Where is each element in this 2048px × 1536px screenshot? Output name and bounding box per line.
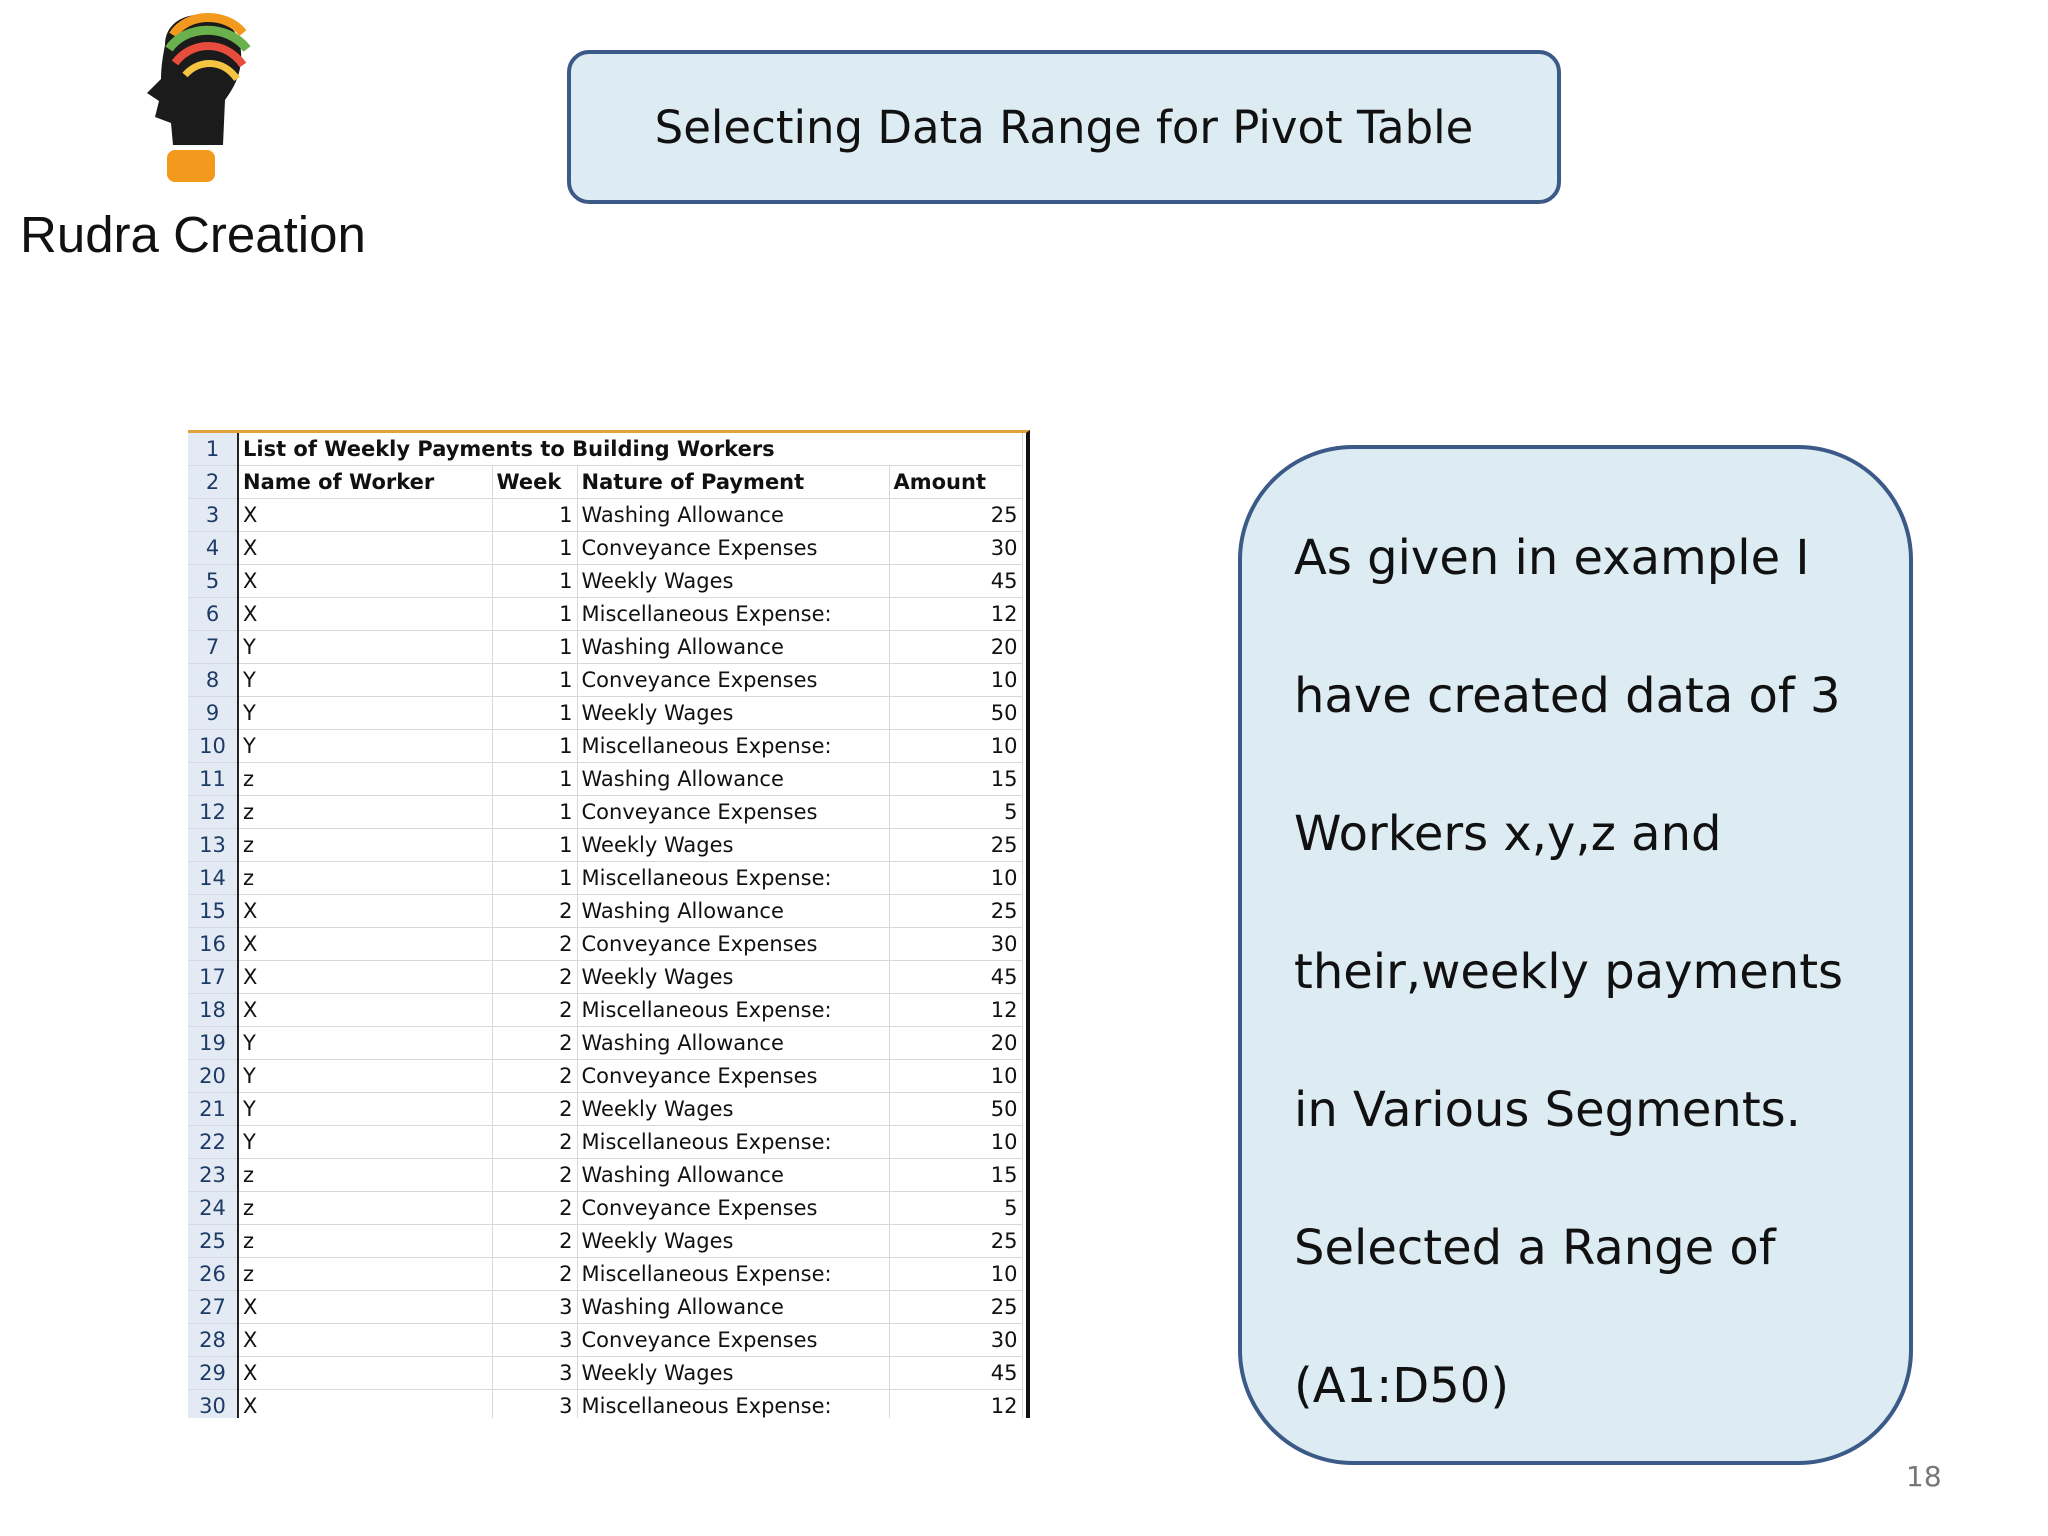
payment-type-cell: Conveyance Expenses [577,664,889,697]
week-cell: 2 [492,1027,577,1060]
worker-cell: X [238,895,492,928]
worker-cell: Y [238,664,492,697]
worker-cell: z [238,1192,492,1225]
amount-cell: 15 [889,763,1022,796]
slide-title [567,50,1561,204]
row-number: 10 [188,730,238,763]
row-number: 5 [188,565,238,598]
brand-name: Rudra Creation [20,206,366,263]
payment-type-cell: Weekly Wages [577,697,889,730]
table-row [188,1060,1022,1093]
worker-cell: z [238,1225,492,1258]
week-cell: 1 [492,631,577,664]
payment-type-cell: Washing Allowance [577,895,889,928]
week-cell: 1 [492,697,577,730]
table-row [188,1390,1022,1419]
row-number: 27 [188,1291,238,1324]
payment-type-cell: Conveyance Expenses [577,532,889,565]
row-number: 12 [188,796,238,829]
table-row [188,1291,1022,1324]
row-number: 7 [188,631,238,664]
row-number: 9 [188,697,238,730]
row-number: 6 [188,598,238,631]
payment-type-cell: Conveyance Expenses [577,1060,889,1093]
table-row [188,994,1022,1027]
payment-type-cell: Miscellaneous Expense: [577,730,889,763]
payment-type-cell: Weekly Wages [577,1357,889,1390]
week-cell: 1 [492,829,577,862]
week-cell: 1 [492,598,577,631]
row-number: 24 [188,1192,238,1225]
payment-type-cell: Weekly Wages [577,1093,889,1126]
payment-type-cell: Weekly Wages [577,1225,889,1258]
payment-type-cell: Weekly Wages [577,961,889,994]
worker-cell: Y [238,1093,492,1126]
week-cell: 1 [492,796,577,829]
sheet-title-cell: List of Weekly Payments to Building Workers [238,433,1022,466]
row-number: 2 [188,466,238,499]
explanation-line: have created data of 3 [1294,668,1841,724]
amount-cell: 30 [889,532,1022,565]
week-cell: 2 [492,994,577,1027]
worker-cell: X [238,1390,492,1419]
table-row [188,664,1022,697]
explanation-line: Selected a Range of [1294,1220,1776,1276]
row-number: 17 [188,961,238,994]
worker-cell: z [238,763,492,796]
amount-cell: 50 [889,1093,1022,1126]
table-row [188,1324,1022,1357]
worker-cell: z [238,1258,492,1291]
table-row [188,1192,1022,1225]
worker-cell: X [238,961,492,994]
worker-cell: z [238,796,492,829]
amount-cell: 25 [889,895,1022,928]
week-cell: 3 [492,1390,577,1419]
amount-cell: 10 [889,664,1022,697]
amount-cell: 25 [889,499,1022,532]
payment-type-cell: Washing Allowance [577,1027,889,1060]
worker-cell: Y [238,730,492,763]
payment-type-cell: Conveyance Expenses [577,796,889,829]
row-number: 28 [188,1324,238,1357]
row-number: 3 [188,499,238,532]
table-row [188,499,1022,532]
payment-type-cell: Conveyance Expenses [577,1192,889,1225]
amount-cell: 20 [889,1027,1022,1060]
payment-type-cell: Miscellaneous Expense: [577,1390,889,1419]
row-number: 22 [188,1126,238,1159]
explanation-line: their,weekly payments [1294,944,1844,1000]
payment-type-cell: Washing Allowance [577,499,889,532]
brand-logo [125,5,255,185]
amount-cell: 10 [889,1060,1022,1093]
lightbulb-head-icon [125,5,255,185]
week-cell: 1 [492,664,577,697]
week-cell: 3 [492,1291,577,1324]
table-row [188,1027,1022,1060]
amount-cell: 30 [889,928,1022,961]
payment-type-cell: Washing Allowance [577,763,889,796]
row-number: 20 [188,1060,238,1093]
worker-cell: Y [238,1027,492,1060]
table-row [188,1126,1022,1159]
row-number: 29 [188,1357,238,1390]
table-row [188,565,1022,598]
row-number: 23 [188,1159,238,1192]
explanation-line: As given in example I [1294,530,1810,586]
week-cell: 2 [492,1060,577,1093]
week-cell: 2 [492,1258,577,1291]
worker-cell: X [238,532,492,565]
amount-cell: 5 [889,1192,1022,1225]
table-row [188,862,1022,895]
payment-type-cell: Miscellaneous Expense: [577,994,889,1027]
worker-cell: X [238,1324,492,1357]
amount-cell: 50 [889,697,1022,730]
explanation-callout [1238,445,1913,1465]
table-row [188,631,1022,664]
slide-title-text: Selecting Data Range for Pivot Table [654,100,1474,154]
payment-type-cell: Miscellaneous Expense: [577,862,889,895]
payment-type-cell: Washing Allowance [577,1291,889,1324]
payment-type-cell: Weekly Wages [577,829,889,862]
worker-cell: z [238,1159,492,1192]
week-cell: 1 [492,532,577,565]
amount-cell: 45 [889,1357,1022,1390]
table-row [188,796,1022,829]
week-cell: 2 [492,961,577,994]
week-cell: 1 [492,763,577,796]
table-row [188,763,1022,796]
column-header: Nature of Payment [577,466,889,499]
row-number: 30 [188,1390,238,1419]
row-number: 18 [188,994,238,1027]
week-cell: 1 [492,499,577,532]
table-row [188,1357,1022,1390]
explanation-line: Workers x,y,z and [1294,806,1722,862]
worker-cell: X [238,994,492,1027]
payment-type-cell: Conveyance Expenses [577,1324,889,1357]
worker-cell: Y [238,1126,492,1159]
payment-type-cell: Washing Allowance [577,631,889,664]
worker-cell: Y [238,1060,492,1093]
row-number: 16 [188,928,238,961]
worker-cell: X [238,598,492,631]
table-row [188,895,1022,928]
row-number: 8 [188,664,238,697]
payment-type-cell: Conveyance Expenses [577,928,889,961]
table-row [188,829,1022,862]
row-number: 4 [188,532,238,565]
column-header: Amount [889,466,1022,499]
row-number: 21 [188,1093,238,1126]
table-row [188,433,1022,466]
table-row [188,730,1022,763]
explanation-text [1294,530,1909,1500]
row-number: 11 [188,763,238,796]
amount-cell: 45 [889,961,1022,994]
worker-cell: X [238,565,492,598]
amount-cell: 10 [889,730,1022,763]
week-cell: 2 [492,1093,577,1126]
payment-type-cell: Weekly Wages [577,565,889,598]
explanation-line: in Various Segments. [1294,1082,1801,1138]
amount-cell: 25 [889,1225,1022,1258]
table-body [188,433,1022,1418]
table-row [188,1258,1022,1291]
week-cell: 3 [492,1357,577,1390]
week-cell: 1 [492,862,577,895]
week-cell: 2 [492,1192,577,1225]
payment-type-cell: Miscellaneous Expense: [577,1126,889,1159]
amount-cell: 20 [889,631,1022,664]
amount-cell: 30 [889,1324,1022,1357]
table-row [188,466,1022,499]
amount-cell: 12 [889,1390,1022,1419]
row-number: 19 [188,1027,238,1060]
column-header: Week [492,466,577,499]
table-row [188,961,1022,994]
week-cell: 2 [492,1126,577,1159]
worker-cell: X [238,1357,492,1390]
row-number: 26 [188,1258,238,1291]
payment-type-cell: Miscellaneous Expense: [577,598,889,631]
worker-cell: z [238,829,492,862]
worker-cell: z [238,862,492,895]
amount-cell: 25 [889,1291,1022,1324]
amount-cell: 12 [889,994,1022,1027]
row-number: 13 [188,829,238,862]
row-number: 14 [188,862,238,895]
amount-cell: 15 [889,1159,1022,1192]
amount-cell: 12 [889,598,1022,631]
worker-cell: Y [238,697,492,730]
payment-type-cell: Miscellaneous Expense: [577,1258,889,1291]
amount-cell: 10 [889,862,1022,895]
row-number: 1 [188,433,238,466]
page-number: 18 [1906,1460,1942,1493]
week-cell: 1 [492,565,577,598]
table-row [188,1159,1022,1192]
table-row [188,598,1022,631]
spreadsheet-excerpt [188,430,1030,1418]
worker-cell: X [238,928,492,961]
table-row [188,697,1022,730]
amount-cell: 10 [889,1126,1022,1159]
amount-cell: 45 [889,565,1022,598]
table-row [188,532,1022,565]
week-cell: 2 [492,1225,577,1258]
payment-type-cell: Washing Allowance [577,1159,889,1192]
amount-cell: 10 [889,1258,1022,1291]
amount-cell: 25 [889,829,1022,862]
table-row [188,1093,1022,1126]
column-header: Name of Worker [238,466,492,499]
row-number: 15 [188,895,238,928]
worker-cell: Y [238,631,492,664]
week-cell: 2 [492,895,577,928]
amount-cell: 5 [889,796,1022,829]
week-cell: 1 [492,730,577,763]
week-cell: 3 [492,1324,577,1357]
week-cell: 2 [492,928,577,961]
payments-table [188,433,1023,1418]
table-row [188,1225,1022,1258]
table-row [188,928,1022,961]
worker-cell: X [238,1291,492,1324]
week-cell: 2 [492,1159,577,1192]
worker-cell: X [238,499,492,532]
row-number: 25 [188,1225,238,1258]
explanation-line: (A1:D50) [1294,1358,1510,1414]
